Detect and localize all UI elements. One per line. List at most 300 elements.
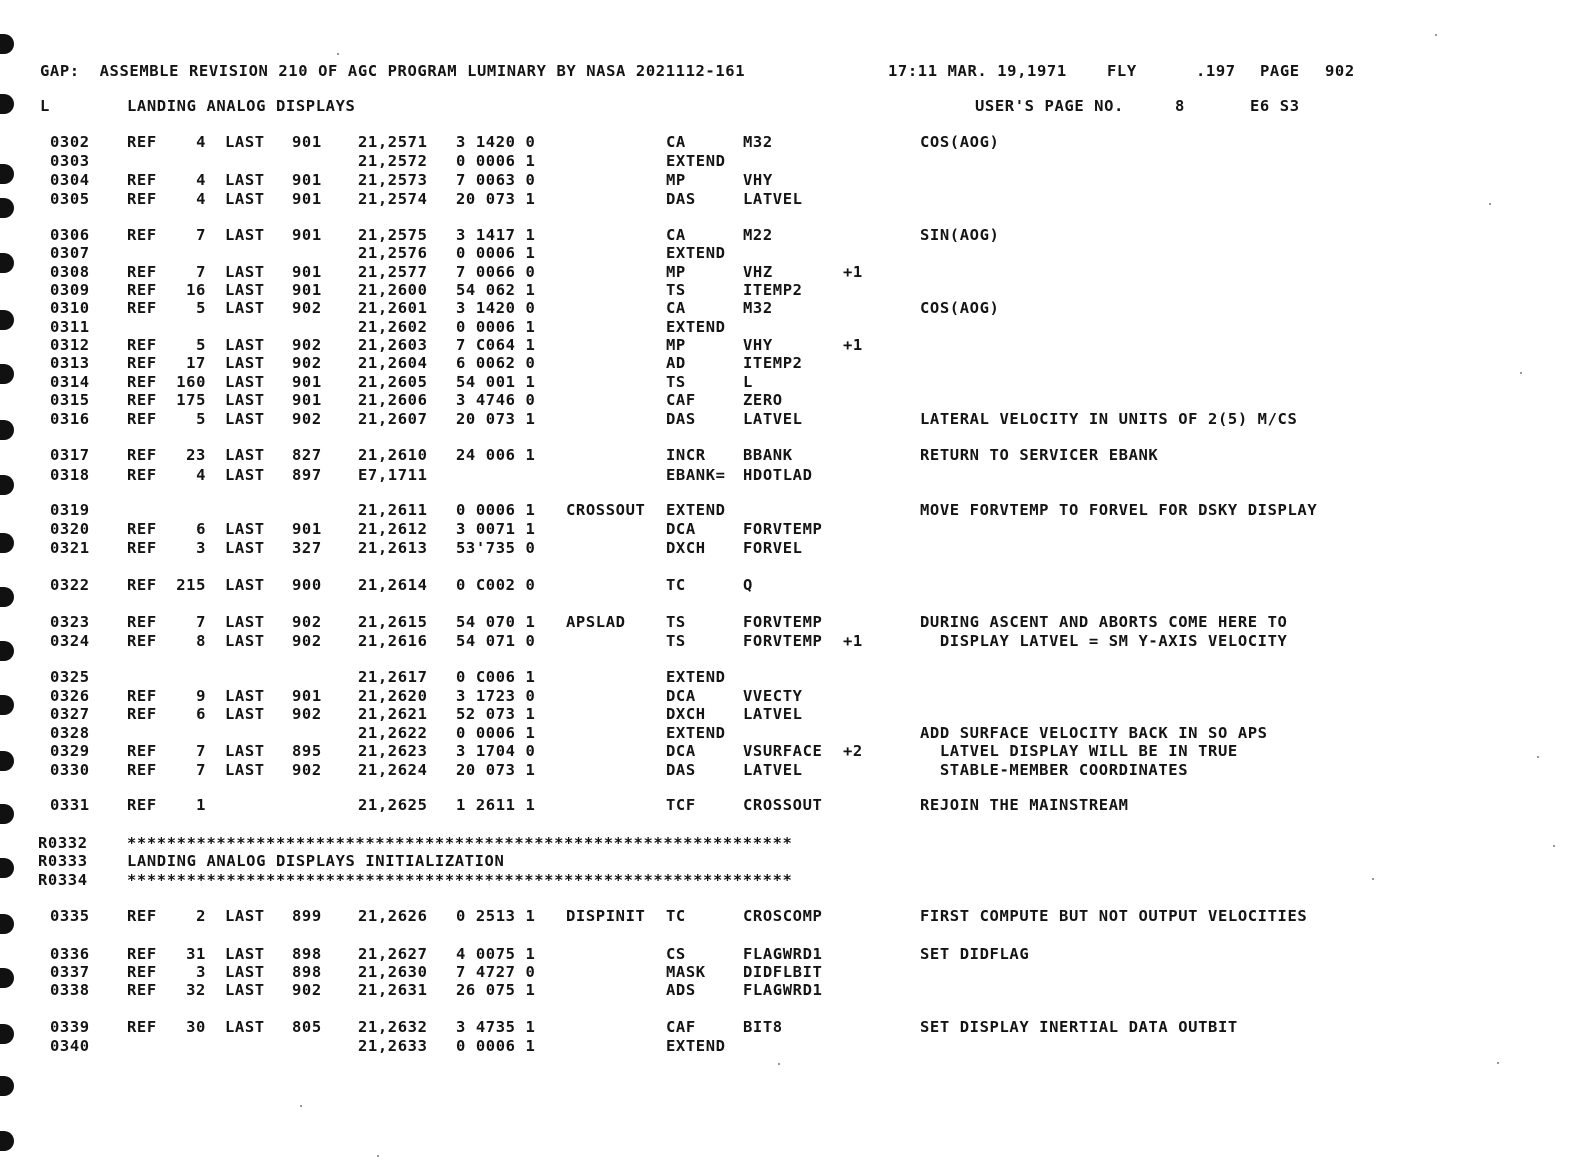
listing-line — [0, 243, 1582, 263]
line-number: 0340 — [50, 1037, 90, 1055]
last-page: 902 — [292, 354, 322, 372]
opcode: CA — [666, 133, 686, 151]
opcode: DAS — [666, 761, 696, 779]
operand: M32 — [743, 133, 773, 151]
octal-word: 0 C006 1 — [456, 668, 536, 686]
ref-label: REF — [127, 354, 157, 372]
operand: VHZ — [743, 263, 773, 281]
listing-line — [0, 390, 1582, 410]
comment: LATVEL DISPLAY WILL BE IN TRUE — [920, 742, 1238, 760]
line-number: 0327 — [50, 705, 90, 723]
opcode: DCA — [666, 687, 696, 705]
octal-word: 54 062 1 — [456, 281, 536, 299]
operand: VHY — [743, 171, 773, 189]
listing-line — [0, 906, 1582, 926]
address: 21,2616 — [358, 632, 428, 650]
operand: CROSCOMP — [743, 907, 823, 925]
last-page: 897 — [292, 466, 322, 484]
user-page-number: 8 — [1175, 97, 1185, 115]
last-page: 895 — [292, 742, 322, 760]
opcode: DXCH — [666, 539, 706, 557]
symbol-label: DISPINIT — [566, 907, 646, 925]
line-number: 0303 — [50, 152, 90, 170]
line-number: R0333 — [38, 852, 88, 870]
operand: M32 — [743, 299, 773, 317]
address: 21,2615 — [358, 613, 428, 631]
assembly-title: GAP: ASSEMBLE REVISION 210 OF AGC PROGRAM LUMINARY BY NASA 2021112-161 — [40, 62, 746, 80]
last-page: 902 — [292, 705, 322, 723]
last-label: LAST — [225, 391, 265, 409]
octal-word: 20 073 1 — [456, 410, 536, 428]
operand-modifier: +1 — [843, 336, 863, 354]
line-number: 0328 — [50, 724, 90, 742]
address: 21,2622 — [358, 724, 428, 742]
address: 21,2574 — [358, 190, 428, 208]
operand: ZERO — [743, 391, 783, 409]
ref-count: 7 — [196, 742, 206, 760]
opcode: INCR — [666, 446, 706, 464]
opcode: MP — [666, 171, 686, 189]
ref-count: 2 — [196, 907, 206, 925]
line-number: 0316 — [50, 410, 90, 428]
operand: LATVEL — [743, 705, 803, 723]
last-label: LAST — [225, 520, 265, 538]
octal-word: 7 0066 0 — [456, 263, 536, 281]
line-number: R0334 — [38, 871, 88, 889]
ref-count: 6 — [196, 520, 206, 538]
octal-word: 0 0006 1 — [456, 318, 536, 336]
opcode: EXTEND — [666, 152, 726, 170]
comment: REJOIN THE MAINSTREAM — [920, 796, 1129, 814]
ref-count: 4 — [196, 466, 206, 484]
listing-line — [0, 944, 1582, 964]
octal-word: 0 0006 1 — [456, 501, 536, 519]
ref-count: 1 — [196, 796, 206, 814]
operand: LATVEL — [743, 761, 803, 779]
address: 21,2633 — [358, 1037, 428, 1055]
ref-count: 7 — [196, 226, 206, 244]
line-number: 0323 — [50, 613, 90, 631]
ref-label: REF — [127, 963, 157, 981]
run-number: .197 — [1196, 62, 1236, 80]
ref-count: 17 — [186, 354, 206, 372]
ref-count: 3 — [196, 539, 206, 557]
address: 21,2601 — [358, 299, 428, 317]
address: 21,2623 — [358, 742, 428, 760]
opcode: EXTEND — [666, 318, 726, 336]
address: 21,2626 — [358, 907, 428, 925]
address: 21,2625 — [358, 796, 428, 814]
opcode: CAF — [666, 1018, 696, 1036]
ref-count: 6 — [196, 705, 206, 723]
ref-label: REF — [127, 520, 157, 538]
address: 21,2612 — [358, 520, 428, 538]
listing-line — [0, 723, 1582, 743]
address: 21,2617 — [358, 668, 428, 686]
line-number: 0331 — [50, 796, 90, 814]
address: 21,2624 — [358, 761, 428, 779]
line-number: 0330 — [50, 761, 90, 779]
listing-line — [0, 409, 1582, 429]
line-number: 0325 — [50, 668, 90, 686]
octal-word: 3 1704 0 — [456, 742, 536, 760]
ref-label: REF — [127, 613, 157, 631]
last-label: LAST — [225, 632, 265, 650]
operand: FORVTEMP — [743, 520, 823, 538]
operand: BBANK — [743, 446, 793, 464]
last-label: LAST — [225, 354, 265, 372]
operand-modifier: +2 — [843, 742, 863, 760]
symbol-label: CROSSOUT — [566, 501, 646, 519]
symbol-label: APSLAD — [566, 613, 626, 631]
line-number: 0313 — [50, 354, 90, 372]
last-page: 898 — [292, 945, 322, 963]
opcode: EBANK= — [666, 466, 726, 484]
listing-line — [0, 1036, 1582, 1056]
ref-count: 4 — [196, 190, 206, 208]
fly-label: FLY — [1107, 62, 1137, 80]
address: 21,2603 — [358, 336, 428, 354]
page-header — [0, 61, 1582, 81]
listing-line — [0, 851, 1582, 871]
last-page: 327 — [292, 539, 322, 557]
ref-count: 7 — [196, 613, 206, 631]
last-page: 902 — [292, 613, 322, 631]
last-page: 901 — [292, 391, 322, 409]
ref-label: REF — [127, 632, 157, 650]
operand: LATVEL — [743, 190, 803, 208]
ref-label: REF — [127, 263, 157, 281]
opcode: TS — [666, 373, 686, 391]
last-page: 902 — [292, 336, 322, 354]
listing-line — [0, 225, 1582, 245]
octal-word: 52 073 1 — [456, 705, 536, 723]
last-page: 902 — [292, 981, 322, 999]
ref-label: REF — [127, 133, 157, 151]
opcode: MP — [666, 336, 686, 354]
line-number: 0320 — [50, 520, 90, 538]
ref-count: 7 — [196, 761, 206, 779]
last-page: 901 — [292, 226, 322, 244]
line-number: 0336 — [50, 945, 90, 963]
operand: VVECTY — [743, 687, 803, 705]
address: 21,2620 — [358, 687, 428, 705]
line-number: 0337 — [50, 963, 90, 981]
address: 21,2631 — [358, 981, 428, 999]
octal-word: 24 006 1 — [456, 446, 536, 464]
listing-line — [0, 741, 1582, 761]
ref-label: REF — [127, 336, 157, 354]
address: 21,2607 — [358, 410, 428, 428]
ref-label: REF — [127, 981, 157, 999]
octal-word: 3 1420 0 — [456, 133, 536, 151]
octal-word: 0 2513 1 — [456, 907, 536, 925]
last-page: 898 — [292, 963, 322, 981]
listing-line — [0, 795, 1582, 815]
listing-line — [0, 1017, 1582, 1037]
operand-modifier: +1 — [843, 632, 863, 650]
address: 21,2572 — [358, 152, 428, 170]
last-page: 902 — [292, 299, 322, 317]
ref-count: 5 — [196, 299, 206, 317]
page-label: PAGE — [1260, 62, 1300, 80]
comment: COS(AOG) — [920, 299, 1000, 317]
comment: COS(AOG) — [920, 133, 1000, 151]
octal-word: 3 4735 1 — [456, 1018, 536, 1036]
listing-line — [0, 353, 1582, 373]
last-label: LAST — [225, 263, 265, 281]
ref-label: REF — [127, 299, 157, 317]
ref-label: REF — [127, 226, 157, 244]
ref-label: REF — [127, 687, 157, 705]
ref-count: 4 — [196, 171, 206, 189]
line-number: 0329 — [50, 742, 90, 760]
listing-line — [0, 980, 1582, 1000]
line-number: 0339 — [50, 1018, 90, 1036]
line-number: 0302 — [50, 133, 90, 151]
last-label: LAST — [225, 133, 265, 151]
last-page: 827 — [292, 446, 322, 464]
line-number: 0322 — [50, 576, 90, 594]
opcode: TS — [666, 632, 686, 650]
line-number: 0307 — [50, 244, 90, 262]
octal-word: 0 C002 0 — [456, 576, 536, 594]
opcode: DXCH — [666, 705, 706, 723]
last-label: LAST — [225, 281, 265, 299]
comment: FIRST COMPUTE BUT NOT OUTPUT VELOCITIES — [920, 907, 1308, 925]
comment: DURING ASCENT AND ABORTS COME HERE TO — [920, 613, 1288, 631]
operand: LATVEL — [743, 410, 803, 428]
ref-label: REF — [127, 410, 157, 428]
opcode: CA — [666, 299, 686, 317]
address: 21,2576 — [358, 244, 428, 262]
last-label: LAST — [225, 1018, 265, 1036]
operand: ITEMP2 — [743, 354, 803, 372]
line-number: 0309 — [50, 281, 90, 299]
remark-text: ******************************************************************* — [127, 871, 793, 889]
octal-word: 54 070 1 — [456, 613, 536, 631]
ref-label: REF — [127, 761, 157, 779]
listing-line — [0, 870, 1582, 890]
octal-word: 3 0071 1 — [456, 520, 536, 538]
listing-line — [0, 760, 1582, 780]
print-timestamp: 17:11 MAR. 19,1971 — [888, 62, 1067, 80]
address: 21,2630 — [358, 963, 428, 981]
last-label: LAST — [225, 945, 265, 963]
address: 21,2613 — [358, 539, 428, 557]
address: 21,2606 — [358, 391, 428, 409]
listing-line — [0, 317, 1582, 337]
octal-word: 26 075 1 — [456, 981, 536, 999]
ref-count: 9 — [196, 687, 206, 705]
octal-word: 20 073 1 — [456, 761, 536, 779]
comment: SIN(AOG) — [920, 226, 1000, 244]
listing-line — [0, 612, 1582, 632]
listing-line — [0, 262, 1582, 282]
last-page: 902 — [292, 632, 322, 650]
address: 21,2632 — [358, 1018, 428, 1036]
page-number: 902 — [1325, 62, 1355, 80]
listing-line — [0, 833, 1582, 853]
section-code: L — [40, 97, 50, 115]
section-title: LANDING ANALOG DISPLAYS — [127, 97, 356, 115]
ref-count: 215 — [176, 576, 206, 594]
ref-count: 23 — [186, 446, 206, 464]
last-page: 902 — [292, 410, 322, 428]
line-number: 0314 — [50, 373, 90, 391]
opcode: TS — [666, 281, 686, 299]
last-label: LAST — [225, 742, 265, 760]
listing-line — [0, 445, 1582, 465]
last-label: LAST — [225, 226, 265, 244]
comment: DISPLAY LATVEL = SM Y-AXIS VELOCITY — [920, 632, 1288, 650]
opcode: EXTEND — [666, 244, 726, 262]
last-page: 901 — [292, 263, 322, 281]
line-number: 0311 — [50, 318, 90, 336]
last-label: LAST — [225, 761, 265, 779]
address: 21,2600 — [358, 281, 428, 299]
last-page: 900 — [292, 576, 322, 594]
operand: L — [743, 373, 753, 391]
line-number: 0324 — [50, 632, 90, 650]
listing-line — [0, 189, 1582, 209]
octal-word: 7 4727 0 — [456, 963, 536, 981]
line-number: 0304 — [50, 171, 90, 189]
operand: VHY — [743, 336, 773, 354]
remark-text: ******************************************************************* — [127, 834, 793, 852]
listing-line — [0, 686, 1582, 706]
operand: CROSSOUT — [743, 796, 823, 814]
ref-label: REF — [127, 1018, 157, 1036]
last-label: LAST — [225, 190, 265, 208]
ref-label: REF — [127, 796, 157, 814]
ref-count: 30 — [186, 1018, 206, 1036]
operand: VSURFACE — [743, 742, 823, 760]
comment: MOVE FORVTEMP TO FORVEL FOR DSKY DISPLAY — [920, 501, 1318, 519]
last-page: 901 — [292, 281, 322, 299]
octal-word: 1 2611 1 — [456, 796, 536, 814]
opcode: EXTEND — [666, 668, 726, 686]
address: 21,2614 — [358, 576, 428, 594]
address: 21,2611 — [358, 501, 428, 519]
ref-label: REF — [127, 391, 157, 409]
address: 21,2602 — [358, 318, 428, 336]
last-label: LAST — [225, 446, 265, 464]
octal-word: 6 0062 0 — [456, 354, 536, 372]
address: 21,2605 — [358, 373, 428, 391]
ref-label: REF — [127, 539, 157, 557]
listing-line — [0, 132, 1582, 152]
address: 21,2627 — [358, 945, 428, 963]
listing-line — [0, 170, 1582, 190]
line-number: 0310 — [50, 299, 90, 317]
last-label: LAST — [225, 705, 265, 723]
comment: LATERAL VELOCITY IN UNITS OF 2(5) M/CS — [920, 410, 1298, 428]
ref-count: 7 — [196, 263, 206, 281]
last-label: LAST — [225, 539, 265, 557]
ref-count: 175 — [176, 391, 206, 409]
ref-count: 3 — [196, 963, 206, 981]
address: 21,2573 — [358, 171, 428, 189]
ref-label: REF — [127, 466, 157, 484]
opcode: CAF — [666, 391, 696, 409]
octal-word: 7 C064 1 — [456, 336, 536, 354]
opcode: TC — [666, 907, 686, 925]
comment: SET DIDFLAG — [920, 945, 1030, 963]
last-label: LAST — [225, 687, 265, 705]
operand: FORVTEMP — [743, 613, 823, 631]
listing-line — [0, 538, 1582, 558]
opcode: DAS — [666, 190, 696, 208]
ref-label: REF — [127, 742, 157, 760]
address: 21,2575 — [358, 226, 428, 244]
listing-line — [0, 335, 1582, 355]
octal-word: 0 0006 1 — [456, 724, 536, 742]
opcode: CA — [666, 226, 686, 244]
last-label: LAST — [225, 466, 265, 484]
user-page-label: USER'S PAGE NO. — [975, 97, 1124, 115]
octal-word: 0 0006 1 — [456, 244, 536, 262]
last-page: 901 — [292, 190, 322, 208]
listing-line — [0, 631, 1582, 651]
operand: FLAGWRD1 — [743, 981, 823, 999]
remark-text: LANDING ANALOG DISPLAYS INITIALIZATION — [127, 852, 505, 870]
line-number: 0321 — [50, 539, 90, 557]
last-label: LAST — [225, 613, 265, 631]
opcode: MASK — [666, 963, 706, 981]
operand: FORVEL — [743, 539, 803, 557]
last-label: LAST — [225, 410, 265, 428]
opcode: AD — [666, 354, 686, 372]
last-label: LAST — [225, 336, 265, 354]
last-page: 901 — [292, 687, 322, 705]
last-page: 805 — [292, 1018, 322, 1036]
address: 21,2610 — [358, 446, 428, 464]
opcode: TS — [666, 613, 686, 631]
last-page: 901 — [292, 373, 322, 391]
ref-label: REF — [127, 945, 157, 963]
ref-count: 160 — [176, 373, 206, 391]
operand: Q — [743, 576, 753, 594]
opcode: DCA — [666, 520, 696, 538]
ref-count: 4 — [196, 133, 206, 151]
comment: STABLE-MEMBER COORDINATES — [920, 761, 1189, 779]
section-header — [0, 96, 1582, 116]
operand: DIDFLBIT — [743, 963, 823, 981]
octal-word: 3 1420 0 — [456, 299, 536, 317]
address: 21,2571 — [358, 133, 428, 151]
address: E7,1711 — [358, 466, 428, 484]
listing-line — [0, 465, 1582, 485]
listing-line — [0, 500, 1582, 520]
listing-line — [0, 667, 1582, 687]
ref-count: 16 — [186, 281, 206, 299]
line-number: 0308 — [50, 263, 90, 281]
listing-line — [0, 962, 1582, 982]
last-page: 902 — [292, 761, 322, 779]
operand: BIT8 — [743, 1018, 783, 1036]
ref-label: REF — [127, 190, 157, 208]
last-label: LAST — [225, 907, 265, 925]
operand: HDOTLAD — [743, 466, 813, 484]
listing-line — [0, 280, 1582, 300]
listing-line — [0, 298, 1582, 318]
ref-label: REF — [127, 576, 157, 594]
last-label: LAST — [225, 373, 265, 391]
opcode: EXTEND — [666, 724, 726, 742]
line-number: 0335 — [50, 907, 90, 925]
line-number: 0305 — [50, 190, 90, 208]
